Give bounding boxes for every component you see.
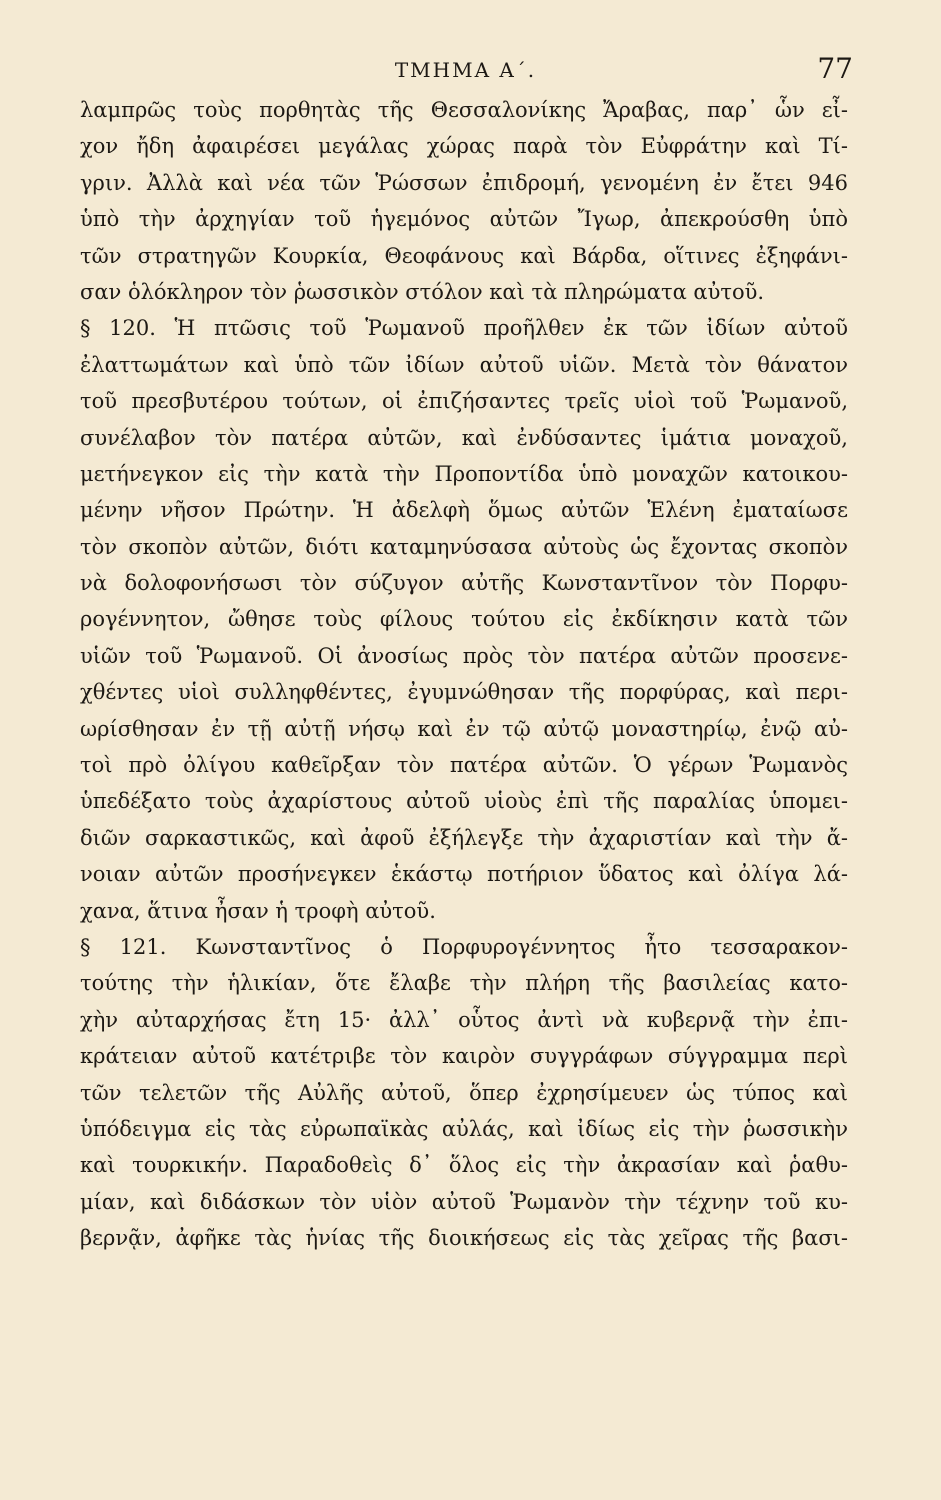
text-line: χὴν αὐταρχήσας ἔτη 15· ἀλλ᾽ οὗτος ἀντὶ νὰ κυβερνᾷ τὴν ἐπι-	[80, 1007, 848, 1032]
text-line: κράτειαν αὐτοῦ κατέτριβε τὸν καιρὸν συγγράφων σύγγραμμα περὶ	[80, 1044, 848, 1069]
text-line: χθέντες υἱοὶ συλληφθέντες, ἐγυμνώθησαν τῆς πορφύρας, καὶ περι-	[80, 680, 848, 705]
text-line: χανα, ἅτινα ἦσαν ἡ τροφὴ αὐτοῦ.	[80, 898, 436, 923]
section-120-heading-line: § 120. Ἡ πτῶσις τοῦ Ῥωμανοῦ προῆλθεν ἐκ τῶν ἰδίων αὐτοῦ	[80, 316, 848, 341]
text-line: τῶν τελετῶν τῆς Αὐλῆς αὐτοῦ, ὅπερ ἐχρησίμευεν ὡς τύπος καὶ	[80, 1080, 848, 1105]
page-number: 77	[817, 52, 853, 85]
text-line: καὶ τουρκικήν. Παραδοθεὶς δ᾽ ὅλος εἰς τὴν ἀκρασίαν καὶ ῥαθυ-	[80, 1153, 848, 1178]
page-header	[78, 52, 853, 92]
text-line: ωρίσθησαν ἐν τῇ αὐτῇ νήσῳ καὶ ἐν τῷ αὐτῷ μοναστηρίῳ, ἐνῷ αὐ-	[80, 716, 848, 741]
text-line: ὑπὸ τὴν ἀρχηγίαν τοῦ ἡγεμόνος αὐτῶν Ἴγωρ, ἀπεκρούσθη ὑπὸ	[80, 207, 848, 232]
text-line: μένην νῆσον Πρώτην. Ἡ ἀδελφὴ ὅμως αὐτῶν Ἑλένη ἐματαίωσε	[80, 498, 848, 523]
text-line: τοὶ πρὸ ὀλίγου καθεῖρξαν τὸν πατέρα αὐτῶν. Ὁ γέρων Ῥωμανὸς	[80, 753, 848, 778]
text-line: νοιαν αὐτῶν προσήνεγκεν ἑκάστῳ ποτήριον ὕδατος καὶ ὀλίγα λά-	[80, 862, 848, 887]
text-line: μίαν, καὶ διδάσκων τὸν υἱὸν αὐτοῦ Ῥωμανὸν τὴν τέχνην τοῦ κυ-	[80, 1189, 848, 1214]
text-line: νὰ δολοφονήσωσι τὸν σύζυγον αὐτῆς Κωνσταντῖνον τὸν Πορφυ-	[80, 571, 848, 596]
text-line: τῶν στρατηγῶν Κουρκία, Θεοφάνους καὶ Βάρδα, οἵτινες ἐξηφάνι-	[80, 243, 848, 268]
text-line: τοῦ πρεσβυτέρου τούτων, οἱ ἐπιζήσαντες τρεῖς υἱοὶ τοῦ Ῥωμανοῦ,	[80, 389, 848, 414]
text-line: ὑπόδειγμα εἰς τὰς εὐρωπαϊκὰς αὐλάς, καὶ ἰδίως εἰς τὴν ῥωσσικὴν	[80, 1116, 848, 1141]
section-121-heading-line: § 121. Κωνσταντῖνος ὁ Πορφυρογέννητος ἦτο τεσσαρακον-	[80, 934, 848, 959]
text-line: συνέλαβον τὸν πατέρα αὐτῶν, καὶ ἐνδύσαντες ἱμάτια μοναχοῦ,	[80, 425, 848, 450]
text-line: ὑπεδέξατο τοὺς ἀχαρίστους αὐτοῦ υἱοὺς ἐπὶ τῆς παραλίας ὑπομει-	[80, 789, 848, 814]
text-line: τούτης τὴν ἡλικίαν, ὅτε ἔλαβε τὴν πλήρη τῆς βασιλείας κατο-	[80, 971, 848, 996]
text-line: γριν. Ἀλλὰ καὶ νέα τῶν Ῥώσσων ἐπιδρομή, γενομένη ἐν ἔτει 946	[80, 170, 848, 195]
text-line: σαν ὁλόκληρον τὸν ῥωσσικὸν στόλον καὶ τὰ πληρώματα αὐτοῦ.	[80, 279, 765, 304]
text-line: ἐλαττωμάτων καὶ ὑπὸ τῶν ἰδίων αὐτοῦ υἱῶν. Μετὰ τὸν θάνατον	[80, 352, 848, 377]
text-line: βερνᾷν, ἀφῆκε τὰς ἡνίας τῆς διοικήσεως εἰς τὰς χεῖρας τῆς βασι-	[80, 1226, 848, 1251]
text-line: υἱῶν τοῦ Ῥωμανοῦ. Οἱ ἀνοσίως πρὸς τὸν πατέρα αὐτῶν προσενε-	[80, 643, 848, 668]
text-line: τὸν σκοπὸν αὐτῶν, διότι καταμηνύσασα αὐτοὺς ὡς ἔχοντας σκοπὸν	[80, 534, 848, 559]
text-line: μετήνεγκον εἰς τὴν κατὰ τὴν Προποντίδα ὑπὸ μοναχῶν κατοικου-	[80, 461, 848, 486]
text-line: διῶν σαρκαστικῶς, καὶ ἀφοῦ ἐξήλεγξε τὴν ἀχαριστίαν καὶ τὴν ἄ-	[80, 825, 848, 850]
text-line: ρογέννητον, ὤθησε τοὺς φίλους τούτου εἰς ἐκδίκησιν κατὰ τῶν	[80, 607, 848, 632]
running-head: ΤΜΗΜΑ Α΄.	[394, 58, 537, 82]
text-line: χον ἤδη ἀφαιρέσει μεγάλας χώρας παρὰ τὸν Εὐφράτην καὶ Τί-	[80, 134, 848, 159]
body-text	[80, 92, 848, 1257]
text-line: λαμπρῶς τοὺς πορθητὰς τῆς Θεσσαλονίκης Ἄραβας, παρ᾽ ὧν εἶ-	[80, 98, 848, 122]
